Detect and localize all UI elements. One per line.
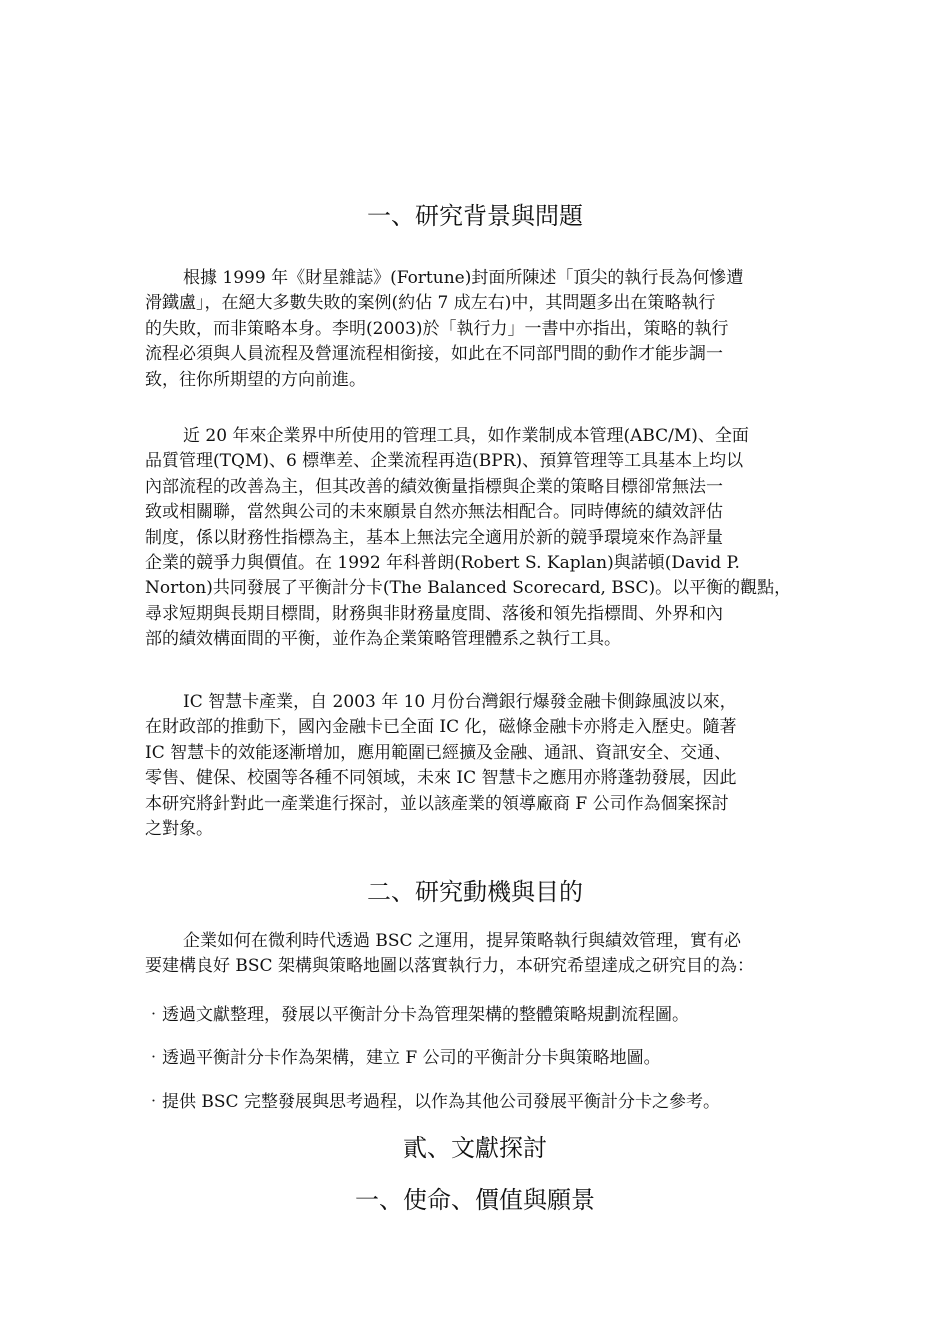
paragraph-line: 企業的競爭力與價值。在 1992 年科普朗(Robert S. Kaplan)與諾頓(David P.	[145, 552, 740, 573]
paragraph-line: Norton)共同發展了平衡計分卡(The Balanced Scorecard, BSC)。以平衡的觀點，	[145, 578, 792, 599]
paragraph-line: 企業如何在微利時代透過 BSC 之運用，提昇策略執行與績效管理，實有必	[183, 931, 741, 951]
paragraph-line: 根據 1999 年《財星雜誌》(Fortune)封面所陳述「頂尖的執行長為何慘遭	[183, 268, 744, 288]
paragraph-research-purpose	[145, 929, 813, 980]
section-heading-mission-values-vision: 一、使命、價值與願景	[355, 1186, 595, 1214]
section-heading-research-background: 一、研究背景與問題	[367, 202, 583, 230]
paragraph-line: 致或相關聯，當然與公司的未來願景自然亦無法相配合。同時傳統的績效評估	[145, 502, 723, 523]
paragraph-ic-smart-card	[145, 690, 813, 842]
paragraph-line: 近 20 年來企業界中所使用的管理工具，如作業制成本管理(ABC/M)、全面	[183, 426, 749, 446]
section-heading-motivation: 二、研究動機與目的	[367, 878, 583, 906]
paragraph-line: 的失敗，而非策略本身。李明(2003)於「執行力」一書中亦指出，策略的執行	[145, 318, 729, 339]
paragraph-line: IC 智慧卡產業，自 2003 年 10 月份台灣銀行爆發金融卡側錄風波以來，	[183, 692, 737, 712]
paragraph-line: 品質管理(TQM)、6 標準差、企業流程再造(BPR)、預算管理等工具基本上均以	[145, 451, 744, 472]
paragraph-line: 零售、健保、校園等各種不同領域，未來 IC 智慧卡之應用亦將蓬勃發展，因此	[145, 768, 737, 789]
objective-item-1: ‧透過文獻整理，發展以平衡計分卡為管理架構的整體策略規劃流程圖。	[145, 1005, 689, 1025]
paragraph-line: 制度，係以財務性指標為主，基本上無法完全適用於新的競爭環境來作為評量	[145, 527, 723, 548]
paragraph-fortune	[145, 266, 813, 393]
paragraph-line: IC 智慧卡的效能逐漸增加，應用範圍已經擴及金融、通訊、資訊安全、交通、	[145, 742, 732, 763]
objective-item-3: ‧提供 BSC 完整發展與思考過程，以作為其他公司發展平衡計分卡之參考。	[145, 1092, 720, 1112]
objective-item-2: ‧透過平衡計分卡作為架構，建立 F 公司的平衡計分卡與策略地圖。	[145, 1048, 661, 1068]
paragraph-line: 致，往你所期望的方向前進。	[145, 369, 366, 390]
paragraph-line: 之對象。	[145, 818, 213, 839]
chapter-heading-literature-review: 貳、文獻探討	[403, 1134, 547, 1162]
paragraph-line: 在財政部的推動下，國內金融卡已全面 IC 化，磁條金融卡亦將走入歷史。隨著	[145, 717, 737, 738]
paragraph-management-tools	[145, 424, 813, 653]
paragraph-line: 滑鐵盧」，在絕大多數失敗的案例(約佔 7 成左右)中，其問題多出在策略執行	[145, 293, 716, 314]
paragraph-line: 尋求短期與長期目標間，財務與非財務量度間、落後和領先指標間、外界和內	[145, 603, 723, 624]
paragraph-line: 內部流程的改善為主，但其改善的績效衡量指標與企業的策略目標卻常無法一	[145, 476, 723, 497]
paragraph-line: 流程必須與人員流程及營運流程相銜接，如此在不同部門間的動作才能步調一	[145, 344, 723, 365]
paragraph-line: 部的績效構面間的平衡，並作為企業策略管理體系之執行工具。	[145, 629, 621, 650]
paragraph-line: 要建構良好 BSC 架構與策略地圖以落實執行力，本研究希望達成之研究目的為：	[145, 956, 754, 977]
paragraph-line: 本研究將針對此一產業進行探討，並以該產業的領導廠商 F 公司作為個案探討	[145, 793, 729, 814]
